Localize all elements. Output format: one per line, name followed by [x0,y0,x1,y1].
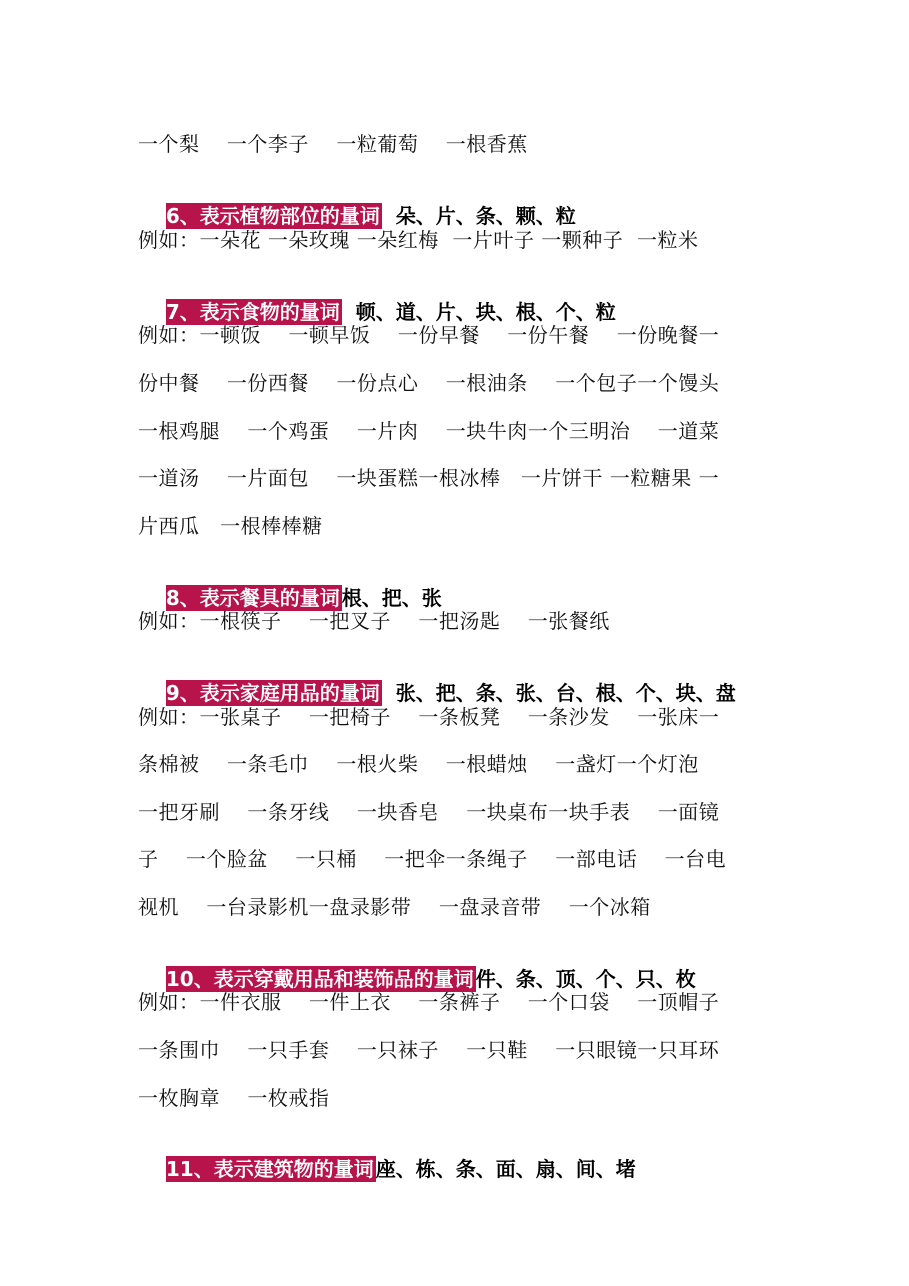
text-line: 一条围巾 一只手套 一只袜子 一只鞋 一只眼镜一只耳环 [138,1038,720,1062]
text-line: 份中餐 一份西餐 一份点心 一根油条 一个包子一个馒头 [138,371,720,395]
text-line: 一把牙刷 一条牙线 一块香皂 一块桌布一块手表 一面镜 [138,800,720,824]
heading-words: 顿、道、片、块、根、个、粒 [341,300,616,324]
text-line: 一枚胸章 一枚戒指 [138,1086,330,1110]
heading-label: 7、表示食物的量词 [165,300,340,324]
text-line: 片西瓜 一根棒棒糖 [138,514,323,538]
text-line: 一根鸡腿 一个鸡蛋 一片肉 一块牛肉一个三明治 一道菜 [138,419,720,443]
heading-words: 件、条、顶、个、只、枚 [475,967,696,991]
heading-label: 9、表示家庭用品的量词 [165,681,380,705]
heading-words: 根、把、张 [341,586,442,610]
text-line: 视机 一台录影机一盘录影带 一盘录音带 一个冰箱 [138,895,651,919]
text-line: 例如：一张桌子 一把椅子 一条板凳 一条沙发 一张床一 [138,705,720,729]
text-line: 子 一个脸盆 一只桶 一把伞一条绳子 一部电话 一台电 [138,847,727,871]
heading-label: 8、表示餐具的量词 [165,586,340,610]
heading-words: 朵、片、条、颗、粒 [381,204,576,228]
heading-words: 张、把、条、张、台、根、个、块、盘 [381,681,736,705]
text-line: 例如：一顿饭 一顿早饭 一份早餐 一份午餐 一份晚餐一 [138,323,720,347]
section-heading-11 [138,1133,636,1205]
heading-words: 座、栋、条、面、扇、间、堵 [375,1157,636,1181]
heading-label: 11、表示建筑物的量词 [165,1157,374,1181]
text-line: 例如：一朵花 一朵玫瑰 一朵红梅 一片叶子 一颗种子 一粒米 [138,228,699,252]
heading-label: 10、表示穿戴用品和装饰品的量词 [165,967,474,991]
text-line: 条棉被 一条毛巾 一根火柴 一根蜡烛 一盏灯一个灯泡 [138,752,699,776]
text-line: 例如：一根筷子 一把叉子 一把汤匙 一张餐纸 [138,609,610,633]
text-line: 例如：一件衣服 一件上衣 一条裤子 一个口袋 一顶帽子 [138,990,720,1014]
text-line: 一个梨 一个李子 一粒葡萄 一根香蕉 [138,132,528,156]
text-line: 一道汤 一片面包 一块蛋糕一根冰棒 一片饼干 一粒糖果 一 [138,466,720,490]
heading-label: 6、表示植物部位的量词 [165,204,380,228]
